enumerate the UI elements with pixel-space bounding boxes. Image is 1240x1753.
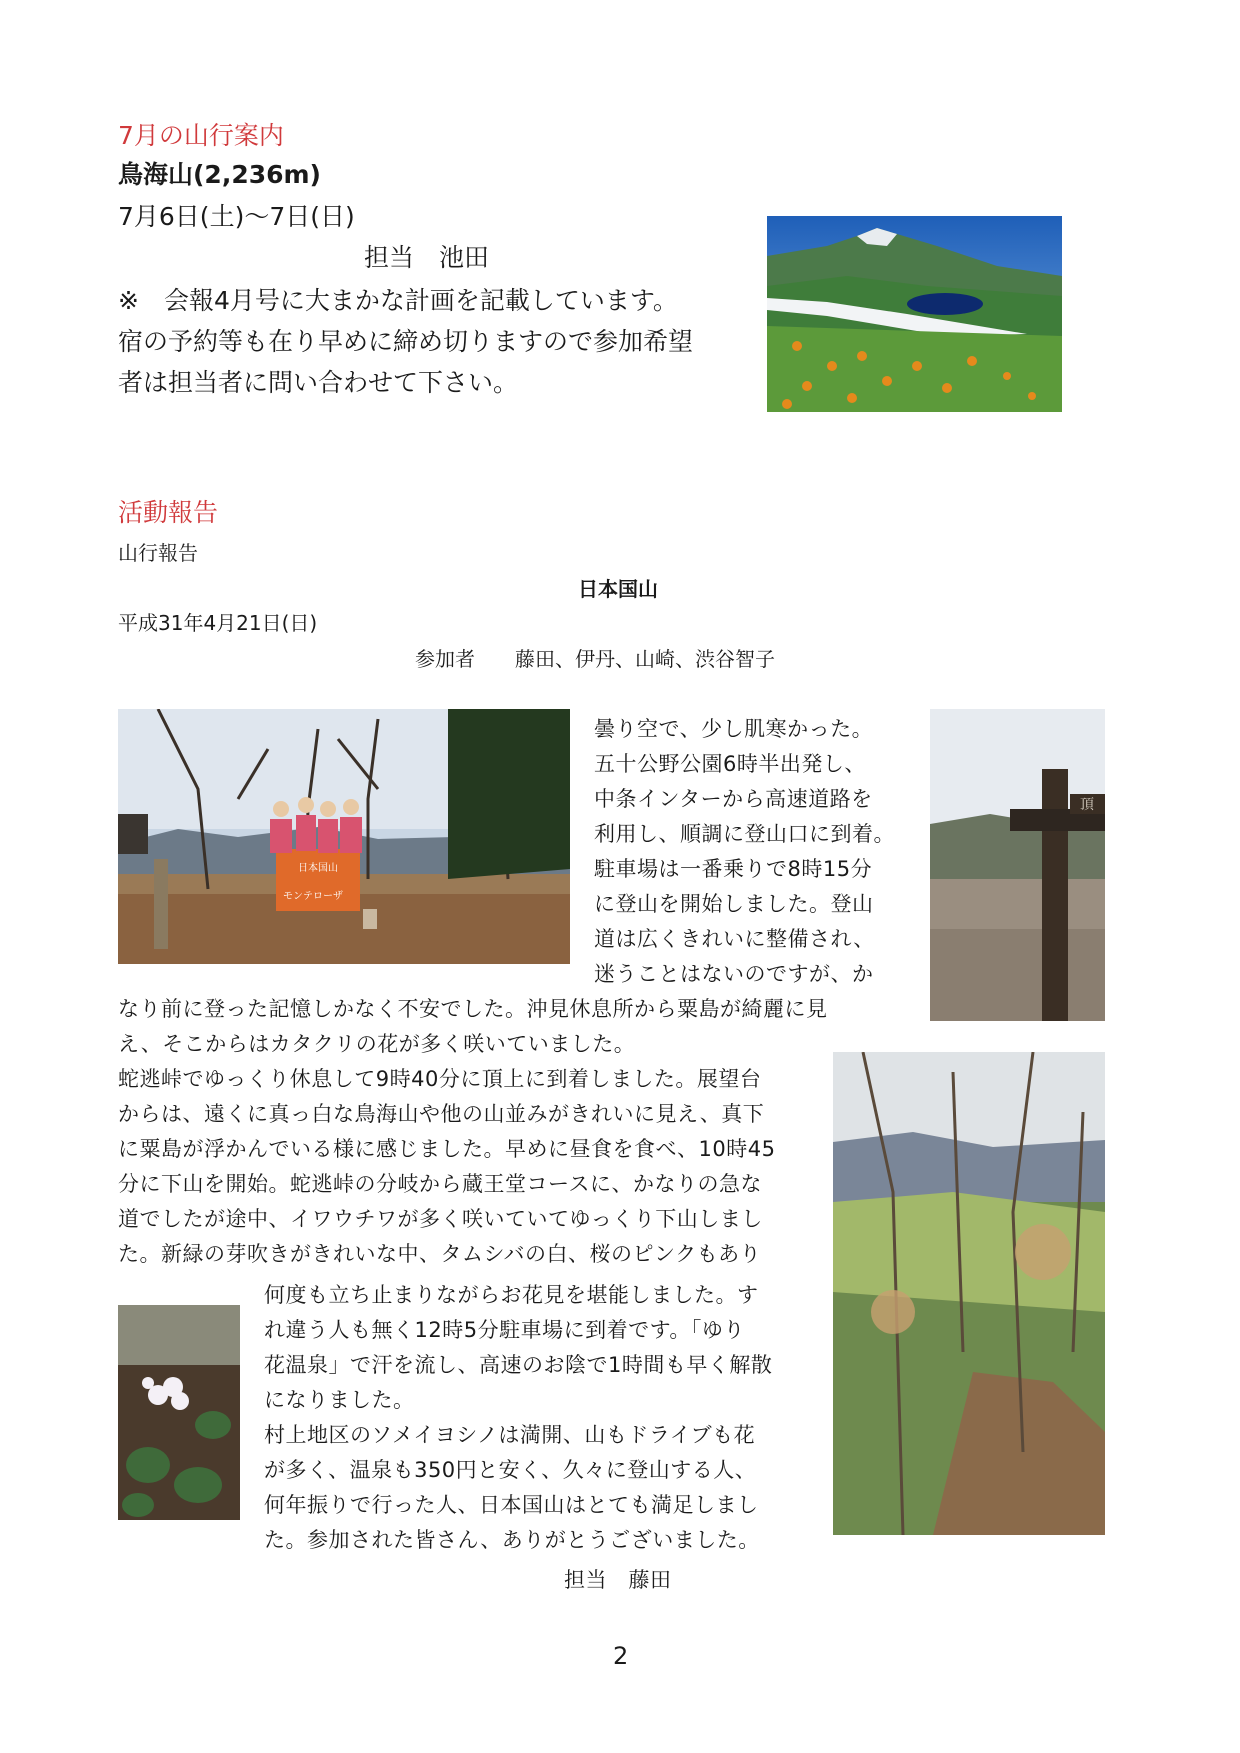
text-line: が多く、温泉も350円と安く、久々に登山する人、: [264, 1458, 757, 1482]
group-summit-photo: [118, 709, 570, 964]
forest-trail-photo: [833, 1052, 1105, 1535]
text-line: 分に下山を開始。蛇逃峠の分岐から蔵王堂コースに、かなりの急な: [118, 1172, 762, 1196]
text-line: 何年振りで行った人、日本国山はとても満足しまし: [264, 1493, 759, 1517]
report-date: 平成31年4月21日(日): [118, 611, 318, 635]
report-signature: 担当 藤田: [564, 1568, 672, 1592]
text-line: 曇り空で、少し肌寒かった。: [594, 717, 874, 741]
flower-photo: [118, 1305, 240, 1520]
report-paragraph-c: [264, 1278, 772, 1558]
text-line: 花温泉」で汗を流し、高速のお陰で1時間も早く解散: [264, 1353, 773, 1377]
text-line: 村上地区のソメイヨシノは満開、山もドライブも花: [264, 1423, 756, 1447]
text-line: た。参加された皆さん、ありがとうございました。: [264, 1528, 760, 1552]
announcement-mountain: 鳥海山(2,236m): [118, 160, 321, 189]
announcement-dates: 7月6日(土)〜7日(日): [118, 202, 355, 231]
signpost-photo: [930, 709, 1105, 1021]
text-line: 五十公野公園6時半出発し、: [594, 752, 866, 776]
report-paragraph-a: [594, 712, 895, 992]
note-line: ※ 会報4月号に大まかな計画を記載しています。: [118, 286, 678, 315]
text-line: 中条インターから高速道路を: [594, 787, 873, 811]
report-participants: 参加者 藤田、伊丹、山崎、渋谷智子: [415, 647, 775, 671]
banner-text: モンテローザ: [283, 891, 343, 902]
text-line: た。新緑の芽吹きがきれいな中、タムシバの白、桜のピンクもあり: [118, 1242, 762, 1266]
text-line: 何度も立ち止まりながらお花見を堪能しました。す: [264, 1283, 759, 1307]
announcement-note: [118, 280, 693, 403]
note-line: 者は担当者に問い合わせて下さい。: [118, 368, 519, 397]
announcement-leader: 担当 池田: [364, 243, 490, 272]
text-line: に登山を開始しました。登山: [594, 892, 874, 916]
report-section-title: 活動報告: [118, 498, 219, 527]
signpost-text: 頂: [1080, 797, 1094, 813]
text-line: れ違う人も無く12時5分駐車場に到着です。「ゆり: [264, 1318, 745, 1342]
report-subtitle: 山行報告: [118, 541, 198, 565]
announcement-section-title: 7月の山行案内: [118, 121, 284, 150]
text-line: 駐車場は一番乗りで8時15分: [594, 857, 873, 881]
text-line: 蛇逃峠でゆっくり休息して9時40分に頂上に到着しました。展望台: [118, 1067, 762, 1091]
text-line: に粟島が浮かんでいる様に感じました。早めに昼食を食べ、10時45: [118, 1137, 776, 1161]
text-line: からは、遠くに真っ白な鳥海山や他の山並みがきれいに見え、真下: [118, 1102, 765, 1126]
text-line: 利用し、順調に登山口に到着。: [594, 822, 895, 846]
chokai-photo: [767, 216, 1062, 412]
report-mountain: 日本国山: [578, 577, 658, 601]
text-line: になりました。: [264, 1388, 415, 1412]
banner-text: 日本国山: [298, 863, 338, 874]
note-line: 宿の予約等も在り早めに締め切りますので参加希望: [118, 327, 694, 356]
text-line: え、そこからはカタクリの花が多く咲いていました。: [118, 1032, 636, 1056]
text-line: 道でしたが途中、イワウチワが多く咲いていてゆっくり下山しまし: [118, 1207, 763, 1231]
text-line: 迷うことはないのですが、か: [594, 962, 874, 986]
report-paragraph-b: [118, 992, 828, 1272]
page-number: 2: [613, 1642, 629, 1670]
text-line: 道は広くきれいに整備され、: [594, 927, 875, 951]
text-line: なり前に登った記憶しかなく不安でした。沖見休息所から粟島が綺麗に見: [118, 997, 828, 1021]
